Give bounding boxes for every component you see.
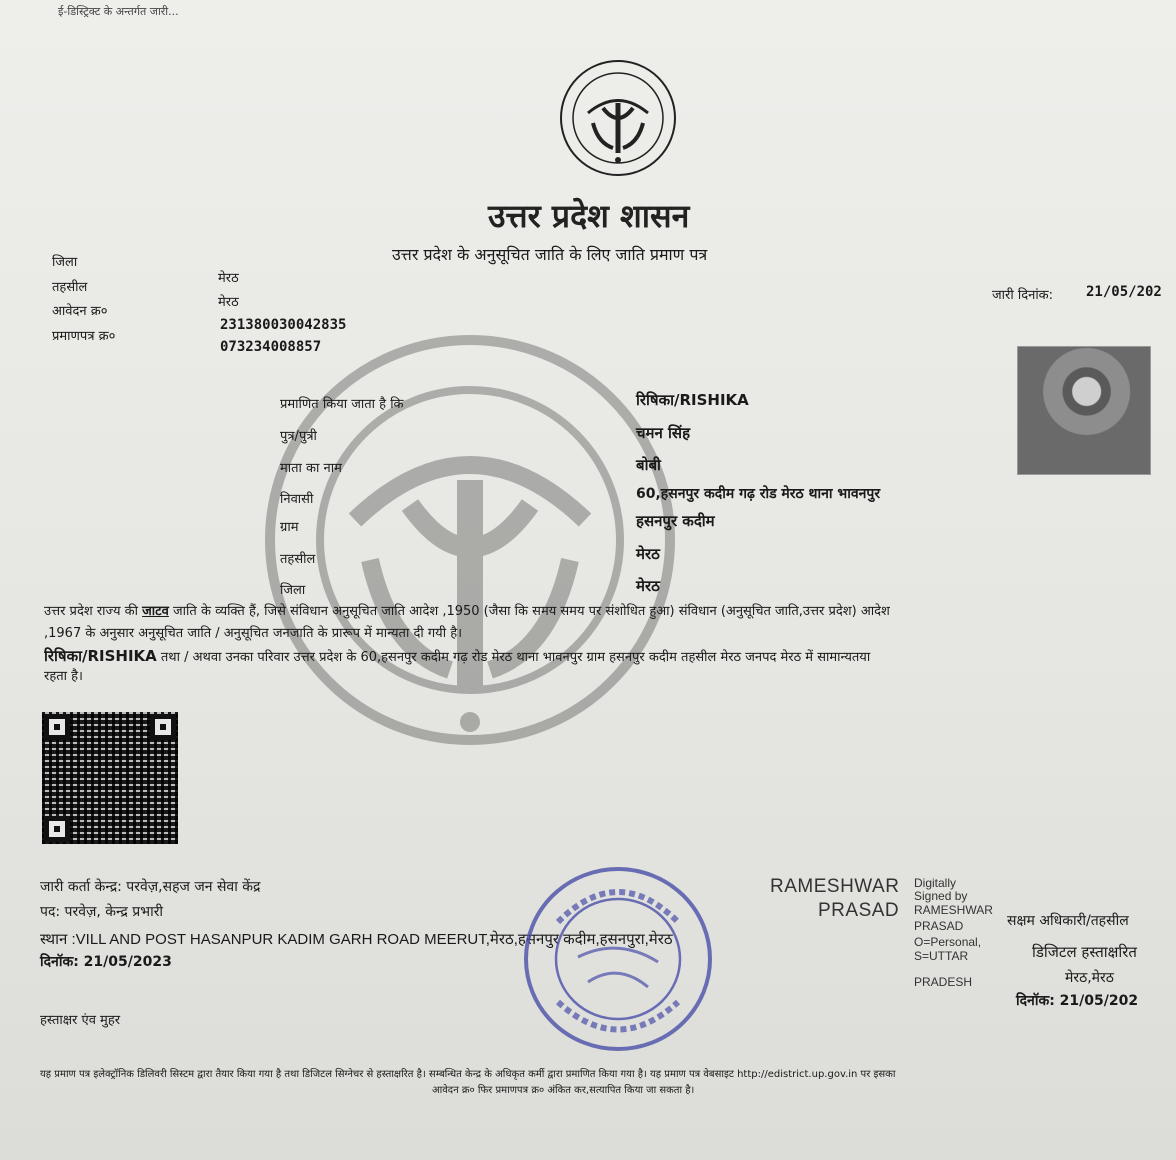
- signature-note-5: O=Personal,: [914, 935, 982, 949]
- detail-value-village: हसनपुर कदीम: [636, 512, 715, 530]
- detail-label-district: जिला: [280, 583, 306, 598]
- residence-name: रिषिका/RISHIKA: [44, 647, 157, 665]
- issuer-date: दिनॉक: 21/05/2023: [40, 954, 172, 970]
- emblem-watermark: [260, 330, 680, 750]
- signature-label: हस्ताक्षर एंव मुहर: [40, 1013, 121, 1028]
- document-title: उत्तर प्रदेश शासन: [488, 197, 690, 235]
- detail-label-parent: पुत्र/पुत्री: [280, 429, 317, 444]
- residence-statement: [44, 646, 1170, 668]
- signer-name-line2: PRASAD: [818, 900, 900, 921]
- caste-statement-rest: जाति के व्यक्ति हैं, जिसे संविधान अनुसूचित जाति आदेश ,1950 (जैसा कि समय समय पर संशोधित हुआ) संविधान (अनुसूचित जाति,उत्तर प्रदेश) आदेश: [168, 604, 890, 619]
- footer-line1: यह प्रमाण पत्र इलेक्ट्रॉनिक डिलिवरी सिस्टम द्वारा तैयार किया गया है तथा डिजिटल सिग्नेचर से हस्ताक्षरित है। सम्बन्धित केन्द्र के अधिकृत कर्मी द्वारा प्रमाणित किया गया है। यह प्रमाण पत्र वेबसाइट http://edistrict.up.gov.in पर इसका: [40, 1069, 896, 1080]
- detail-value-name: रिषिका/RISHIKA: [636, 391, 749, 409]
- caste-statement-line1: [44, 602, 1170, 622]
- residence-rest: तथा / अथवा उनका परिवार उत्तर प्रदेश के 60,हसनपुर कदीम गढ़ रोड मेरठ थाना भावनपुर ग्राम हसनपुर कदीम तहसील मेरठ जनपद मेरठ में सामान्यतया: [156, 650, 871, 665]
- officer-title: सक्षम अधिकारी/तहसील: [1007, 913, 1129, 929]
- detail-label-village: ग्राम: [280, 520, 299, 535]
- officer-date: दिनॉक: 21/05/202: [1016, 993, 1139, 1009]
- district-value: मेरठ: [218, 271, 239, 286]
- signature-note-3: RAMESHWAR: [914, 903, 993, 917]
- footer-line2: आवेदन क्र० फिर प्रमाणपत्र क्र० अंकित कर,सत्यापित किया जा सकता है।: [432, 1085, 695, 1096]
- up-government-emblem: [558, 58, 678, 178]
- issuer-place: स्थान :VILL AND POST HASANPUR KADIM GARH ROAD MEERUT,मेरठ,हसनपुर कदीम,हसनपुरा,मेरठ: [40, 931, 673, 948]
- tehsil-value: मेरठ: [218, 295, 239, 310]
- residence-statement-end: रहता है।: [44, 669, 83, 684]
- applicant-photo: [1017, 346, 1151, 475]
- officer-signed: डिजिटल हस्ताक्षरित: [1032, 943, 1137, 961]
- signer-name-line1: RAMESHWAR: [770, 876, 900, 897]
- certificate-label: प्रमाणपत्र क्र०: [52, 329, 116, 344]
- signature-note-7: PRADESH: [914, 975, 973, 989]
- signature-note-6: S=UTTAR: [914, 949, 969, 963]
- detail-label-certified: प्रमाणित किया जाता है कि: [280, 397, 404, 412]
- verification-qr-code: [42, 712, 178, 844]
- detail-label-mother: माता का नाम: [280, 461, 342, 476]
- caste-statement-line2: ,1967 के अनुसार अनुसूचित जाति / अनुसूचित जनजाति के प्रारूप में मान्यता दी गयी है।: [44, 626, 463, 641]
- issuer-post: पद: परवेज़, केन्द्र प्रभारी: [40, 904, 164, 920]
- detail-value-parent: चमन सिंह: [636, 424, 691, 442]
- detail-value-tehsil: मेरठ: [636, 545, 660, 563]
- tehsil-label: तहसील: [52, 280, 88, 295]
- application-label: आवेदन क्र०: [52, 304, 108, 319]
- caste-name: जाटव: [142, 604, 169, 619]
- issue-date-value: 21/05/202: [1086, 284, 1162, 300]
- signature-note-1: Digitally: [914, 876, 957, 890]
- issue-date-label: जारी दिनांक:: [992, 288, 1054, 303]
- top-note: ई-डिस्ट्रिक्ट के अन्तर्गत जारी...: [58, 5, 179, 18]
- detail-value-district: मेरठ: [636, 577, 660, 595]
- issuing-center: जारी कर्ता केन्द्र: परवेज़,सहज जन सेवा केंद्र: [40, 879, 261, 895]
- application-number: 231380030042835: [220, 317, 347, 333]
- detail-label-tehsil: तहसील: [280, 552, 316, 567]
- document-subtitle: उत्तर प्रदेश के अनुसूचित जाति के लिए जाति प्रमाण पत्र: [392, 245, 708, 264]
- detail-value-resident: 60,हसनपुर कदीम गढ़ रोड मेरठ थाना भावनपुर: [636, 486, 881, 502]
- officer-place: मेरठ,मेरठ: [1065, 970, 1114, 986]
- signature-note-2: Signed by: [914, 889, 968, 903]
- certificate-number: 073234008857: [220, 339, 322, 355]
- district-label: जिला: [52, 255, 78, 270]
- detail-value-mother: बोबी: [636, 456, 661, 474]
- detail-label-resident: निवासी: [280, 492, 314, 507]
- csc-seal-stamp: [518, 862, 718, 1056]
- signature-note-4: PRASAD: [914, 919, 964, 933]
- caste-statement-prefix: उत्तर प्रदेश राज्य की: [44, 604, 143, 619]
